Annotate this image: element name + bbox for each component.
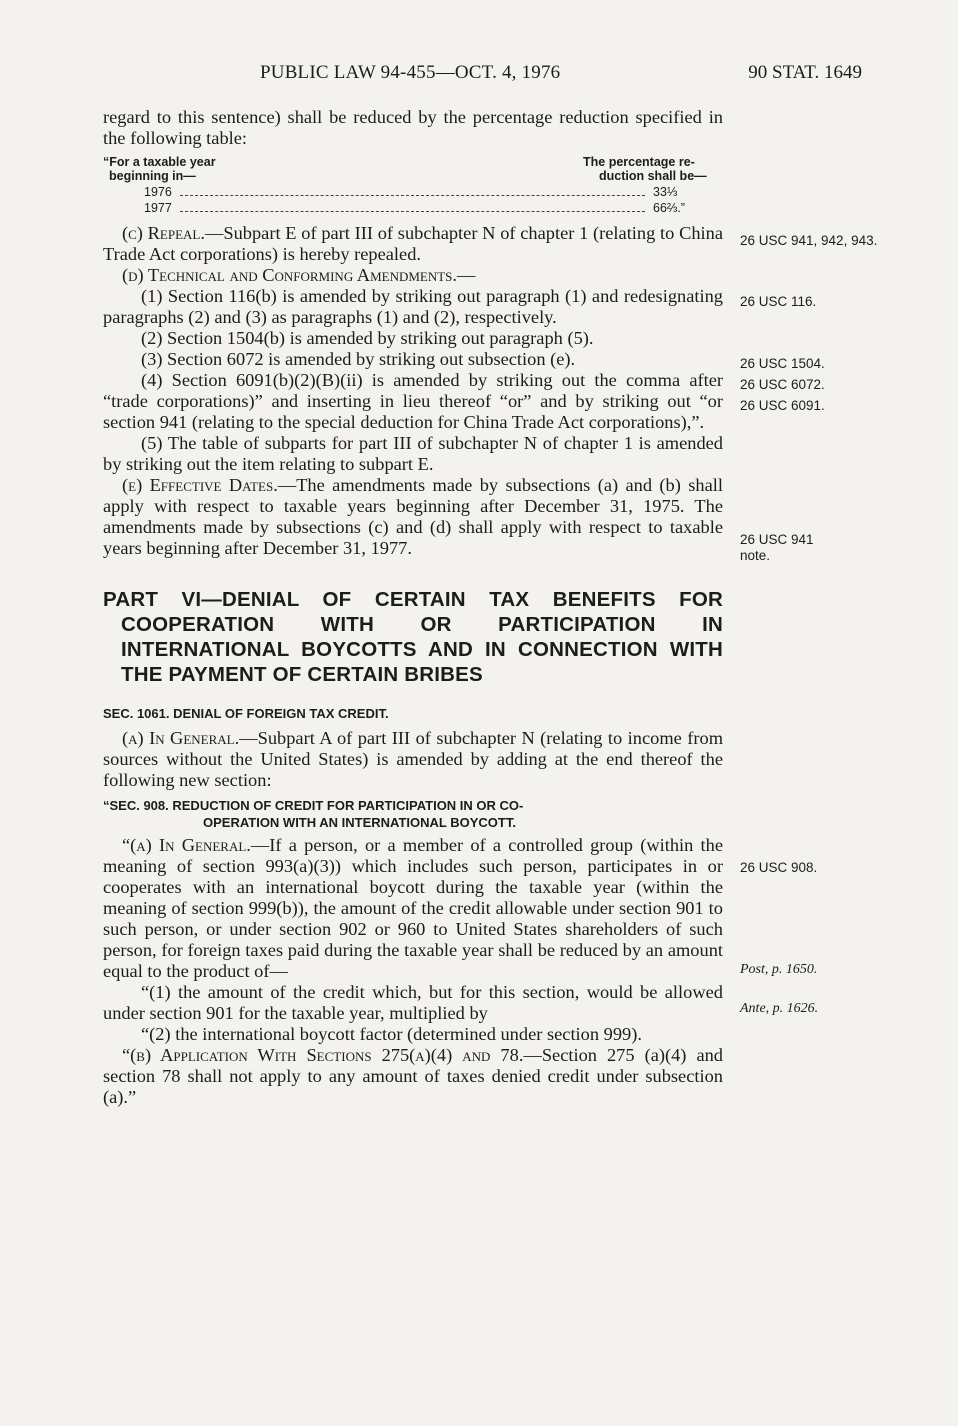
part-heading: PART VI—DENIAL OF CERTAIN TAX BENEFITS FOR COOPERATION WITH OR PARTICIPATION IN INTERNATIONAL BOYCOTTS AND IN CONNECTION WITH THE PAYMENT OF CERTAIN BRIBES [103, 588, 723, 686]
table-header [103, 155, 723, 183]
section-908-a2: “(2) the international boycott factor (determined under section 999). [141, 1024, 642, 1044]
paragraph-d2: (2) Section 1504(b) is amended by striking out paragraph (5). [141, 328, 594, 348]
table-col2-line2: duction shall be— [599, 169, 707, 183]
margin-note: Ante, p. 1626. [740, 1001, 819, 1016]
paragraph-d4: (4) Section 6091(b)(2)(B)(ii) is amended by striking out the comma after “trade corporations)” and inserting in lieu thereof “or” and by striking out “or section 941 (relating to the special deduction for China Trade Act corporations),”. [103, 370, 723, 432]
paragraph-d1: (1) Section 116(b) is amended by striking out paragraph (1) and redesignating paragraphs (2) and (3) as paragraphs (1) and (2), respectively. [103, 286, 723, 327]
table-col1-line1: “For a taxable year [103, 155, 216, 169]
margin-note: 26 USC 908. [740, 860, 818, 875]
margin-note: Post, p. 1650. [740, 962, 818, 977]
intro-paragraph: regard to this sentence) shall be reduced by the percentage reduction specified in the following table: [103, 107, 723, 148]
reduction-table [103, 155, 723, 215]
paragraph-d3: (3) Section 6072 is amended by striking out subsection (e). [141, 349, 576, 369]
margin-note: 26 USC 1504. [740, 356, 825, 371]
subsection-c: (c) Repeal.—Subpart E of part III of subchapter N of chapter 1 (relating to China Trade Act corporations) is hereby repealed. [103, 223, 723, 264]
section-908-a1: “(1) the amount of the credit which, but for this section, would be allowed under section 901 for the taxable year, multiplied by [103, 982, 723, 1023]
table-col1-line2: beginning in— [109, 169, 196, 183]
table-row: 1977 66⅔.” [144, 201, 685, 215]
margin-note: 26 USC 6091. [740, 398, 825, 413]
page-header [0, 62, 958, 86]
margin-note: 26 USC 116. [740, 294, 817, 309]
section-908-heading: “SEC. 908. REDUCTION OF CREDIT FOR PARTICIPATION IN OR CO- OPERATION WITH AN INTERNATIONAL BOYCOTT. [103, 798, 524, 830]
subsection-d: (d) Technical and Conforming Amendments.— [122, 265, 476, 285]
section-heading: SEC. 1061. DENIAL OF FOREIGN TAX CREDIT. [103, 706, 389, 721]
stat-number: 90 STAT. 1649 [748, 62, 862, 83]
section-908-b: “(b) Application With Sections 275(a)(4) and 78.—Section 275 (a)(4) and section 78 shall not apply to any amount of taxes denied credit under subsection (a).” [103, 1045, 723, 1107]
main-text [103, 107, 723, 1108]
margin-note: 26 USC 6072. [740, 377, 825, 392]
law-title: PUBLIC LAW 94-455—OCT. 4, 1976 [260, 62, 561, 83]
margin-note: 26 USC 941 note. [740, 532, 814, 563]
subsection-e: (e) Effective Dates.—The amendments made by subsections (a) and (b) shall apply with respect to taxable years beginning after December 31, 1975. The amendments made by subsections (c) and (d) shall apply with respect to taxable years beginning after December 31, 1977. [103, 475, 723, 558]
subsection-a: (a) In General.—Subpart A of part III of subchapter N (relating to income from sources without the United States) is amended by adding at the end thereof the following new section: [103, 728, 723, 790]
table-row: 1976 33⅓ [144, 185, 678, 199]
section-908-a: “(a) In General.—If a person, or a member of a controlled group (within the meaning of section 993(a)(3)) which includes such person, participates in or cooperates with an international boycott during the taxable year (within the meaning of section 999(b)), the amount of the credit allowable under section 901 to such person, or under section 902 or 960 to United States shareholders of such person, for foreign taxes paid during the taxable year shall be reduced by an amount equal to the product of— [103, 835, 724, 981]
table-col2-line1: The percentage re- [583, 155, 695, 169]
margin-note: 26 USC 941, 942, 943. [740, 233, 878, 248]
paragraph-d5: (5) The table of subparts for part III of subchapter N of chapter 1 is amended by striking out the item relating to subpart E. [103, 433, 723, 474]
